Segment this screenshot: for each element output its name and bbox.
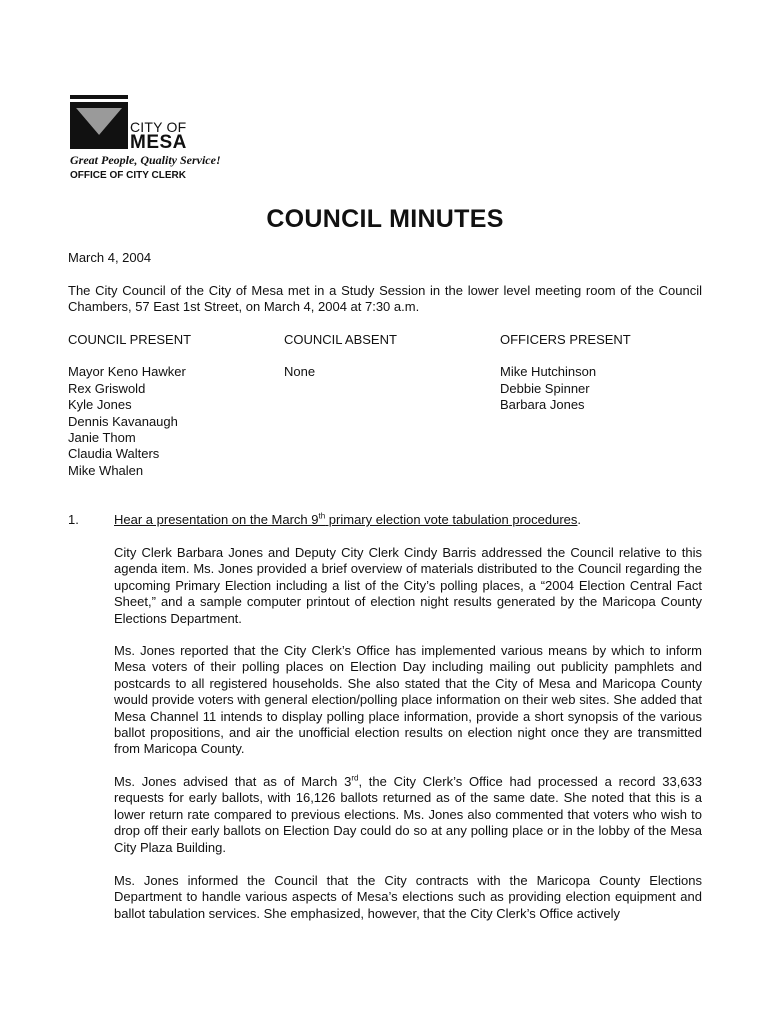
heading-text-part: Hear a presentation on the March 9 (114, 512, 319, 527)
logo-tagline: Great People, Quality Service! (70, 153, 221, 167)
logo-mesa-text: MESA (130, 132, 187, 153)
attendee-name: Mayor Keno Hawker (68, 364, 186, 380)
attendee-name: Dennis Kavanaugh (68, 413, 178, 429)
officer-name: Barbara Jones (500, 397, 585, 413)
attendee-name: Kyle Jones (68, 397, 132, 413)
agenda-paragraph: Ms. Jones informed the Council that the City contracts with the Maricopa County Elections Department to handle various aspects of Mesa’s elections such as providing election equipment and ballot tabulation services. She emphasized, however, that the City Clerk’s Office actively (114, 873, 702, 921)
heading-period: . (577, 512, 582, 527)
attendee-name: Mike Whalen (68, 462, 144, 478)
council-present-column (68, 332, 191, 479)
officers-present-column (500, 332, 631, 414)
officer-name: Mike Hutchinson (500, 364, 597, 380)
agenda-item-heading-text (114, 512, 577, 527)
logo-city-text: CITY OF (130, 119, 187, 135)
council-absent-heading: COUNCIL ABSENT (284, 332, 397, 347)
mesa-logo-mark-icon (70, 95, 128, 149)
office-name: OFFICE OF CITY CLERK (70, 170, 186, 181)
heading-text-part: primary election vote tabulation procedures (325, 512, 578, 527)
agenda-item-number: 1. (68, 512, 79, 527)
council-present-heading: COUNCIL PRESENT (68, 332, 192, 347)
agenda-paragraph (114, 774, 702, 856)
document-title: COUNCIL MINUTES (266, 205, 504, 233)
officer-name: Debbie Spinner (500, 380, 590, 396)
council-absent-column (284, 332, 397, 381)
intro-paragraph: The City Council of the City of Mesa met in a Study Session in the lower level meeting room of the Council Chambers, 57 East 1st Street, on March 4, 2004 at 7:30 a.m. (68, 283, 702, 315)
agenda-item-heading (114, 512, 581, 528)
attendee-name: Janie Thom (68, 430, 136, 446)
meeting-date: March 4, 2004 (68, 250, 152, 265)
paragraph-text-part: Ms. Jones advised that as of March 3 (114, 774, 352, 789)
absent-name: None (284, 364, 316, 380)
heading-ordinal-suffix: th (318, 511, 326, 521)
paragraph-text-part: , the City Clerk’s Office had processed a record 33,633 requests for early ballots, with 16,126 ballots returned as of the same date. She noted that this is a lower return rate compared to previous elections. Ms. Jones also commented that voters who wish to drop off their early ballots on Election Day could do so at any polling place or in the lobby of the Mesa City Plaza Building. (114, 774, 702, 855)
officers-present-heading: OFFICERS PRESENT (500, 332, 631, 347)
attendee-name: Rex Griswold (68, 380, 146, 396)
agenda-paragraph: City Clerk Barbara Jones and Deputy City Clerk Cindy Barris addressed the Council relative to this agenda item. Ms. Jones provided a brief overview of materials distributed to the Council regarding the upcoming Primary Election including a list of the City’s polling places, a “2004 Election Central Fact Sheet,” and a sample computer printout of election night results generated by the Maricopa County Elections Department. (114, 545, 702, 626)
attendee-name: Claudia Walters (68, 446, 160, 462)
city-logo (70, 95, 230, 185)
ordinal-suffix: rd (351, 773, 359, 783)
agenda-paragraph: Ms. Jones reported that the City Clerk’s Office has implemented various means by which to inform Mesa voters of their polling places on Election Day including mailing out publicity pamphlets and postcards to all registered households. She also stated that the City of Mesa and Maricopa County would provide voters with general election/polling place information on their web sites. She added that Mesa Channel 11 intends to display polling place information, provide a short synopsis of the various ballot propositions, and air the unofficial election results on election night once they are transmitted from Maricopa County. (114, 643, 702, 757)
